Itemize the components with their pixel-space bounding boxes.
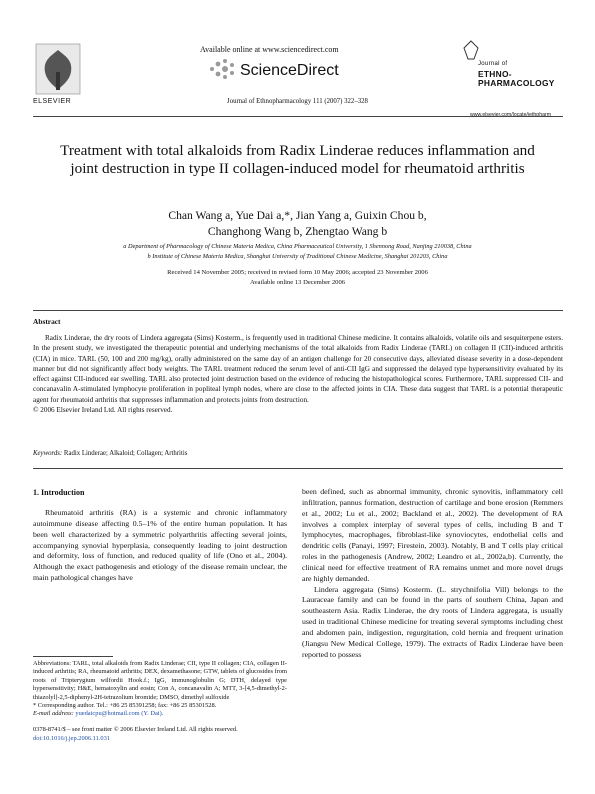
abstract-top-divider [33, 310, 563, 311]
article-dates [60, 268, 535, 288]
doi-link[interactable]: doi:10.1016/j.jep.2006.11.031 [33, 735, 110, 742]
footnotes [33, 660, 287, 719]
abstract-text: Radix Linderae, the dry roots of Lindera aggregata (Sims) Kosterm., is frequently used in traditional Chinese medicine. It contains alkaloids, volatile oils and sesquiterpene esters. In the present study, we investigated the therapeutic potential and underlying mechanisms of the total alkaloids from Radix Linderae (TARL) on collagen II (CII)-induced arthritis (CIA) in mice. TARL (50, 100 and 200 mg/kg), orally administered on the same day of an antigen challenge for 20 consecutive days, alleviated disease severity in a dose-dependent manner but did not significantly affect body weights. The TARL treatment reduced the serum level of anti-CII IgG and suppressed the delayed type hypersensitivity evaluated by its effect against CII-induced ear swelling. TARL also protected joint destruction based on the evidence of reducing the histopathological scores. Furthermore, TARL suppressed CII- and concanavalin A-stimulated lymphocyte proliferation in popliteal lymph nodes, where are close to the affected joints in CIA. These data suggest that TARL is a potential therapeutic agent for rheumatoid arthritis that suppresses inflammation and protects joints from destruction. [33, 334, 563, 404]
affiliation-b: b Institute of Chinese Materia Medica, Shanghai University of Traditional Chinese Medicine, Shanghai 201203, China [147, 252, 448, 260]
available-date: Available online 13 December 2006 [249, 279, 346, 286]
abstract-body [33, 333, 563, 415]
keywords-list: Radix Linderae; Alkaloid; Collagen; Arthritis [63, 450, 188, 457]
affiliation-a: a Department of Pharmacology of Chinese Materia Medica, China Pharmaceutical University, 1 Shennong Road, Nanjing 210038, China [123, 243, 472, 250]
front-matter [33, 725, 238, 743]
journal-line-3: PHARMACOLOGY [478, 78, 555, 89]
header-divider [33, 116, 563, 117]
intro-paragraph-2: Lindera aggregata (Sims) Kosterm. (L. strychnifolia Vill) belongs to the Lauraceae family and can be found in the parts of southern China, Japan and southeastern Asia. Radix Linderae, the dry roots of Lindera aggregata, is usually used in traditional Chinese medicine for treating several symptoms including chest and abdomen pain, indigestion, regurgitation, cold hernia and frequent urination (Jiangsu New Medical College, 1979). The extracts of Radix Linderae have been reported to possess [302, 584, 563, 659]
abbreviations-footnote: Abbreviations: TARL, total alkaloids from Radix Linderae; CII, type II collagen; CIA, collagen II-induced arthritis; RA, rheumatoid arthritis; DEX, dexamethasone; GTW, tablets of glucosides from roots of Tripterygium wilfordii Hook.f.; IgG, immunoglobulin G; DTH, delayed type hypersensitivity; H&E, hematoxylin and eosin; Con A, concanavalin A; MTT, 3-[4,5-dimethyl-2-thiazolyl]-2,5-diphenyl-2H-tetrazolium bromide; DMSO, dimethyl sulfoxide [33, 660, 287, 701]
right-column [302, 487, 563, 661]
section-heading-introduction: 1. Introduction [33, 488, 85, 497]
journal-logo [478, 60, 555, 89]
corresponding-author: * Corresponding author. Tel.: +86 25 85391258; fax: +86 25 85301528. [33, 702, 217, 710]
issn-line: 0378-8741/$ – see front matter © 2006 Elsevier Ireland Ltd. All rights reserved. [33, 726, 238, 733]
affiliations [55, 242, 540, 261]
keywords [33, 450, 187, 457]
intro-paragraph-1: Rheumatoid arthritis (RA) is a systemic and chronic inflammatory autoimmune disease affecting 0.5–1% of the entire human population. It has been well characterized by a symmetric polyarthritis affecting several joints, accompanying synovial hyperplasia, consequently leading to joint destruction and deformity, loss of function, and reduced quality of life (Ono et al., 2004). Although the exact pathogenesis and etiology of the disease remain unclear, the main pathological changes have [33, 508, 287, 583]
author-list [60, 208, 535, 240]
authors-line-1: Chan Wang a, Yue Dai a,*, Jian Yang a, Guixin Chou b, [168, 209, 427, 222]
elsevier-logo [33, 42, 83, 96]
journal-cover-graphic [462, 40, 480, 60]
available-online-text: Available online at www.sciencedirect.com [200, 45, 339, 54]
email-line [33, 710, 287, 718]
intro-paragraph-1-continued: been defined, such as abnormal immunity, chronic synovitis, inflammatory cell infiltration, pannus formation, destruction of cartilage and bone erosion (Remmers et al., 2002; Lu et al., 2002; Backland et al., 2002). The development of RA involves a complex interplay of several types of cells, including B and T lymphocytes, macrophages, fibroblast-like synoviocytes, endothelial cells and dendritic cells (Panayi, 1997; Firestein, 2003). Notably, B and T cells play critical roles in the pathogenesis (Andrew, 2002; Leandro et al., 2002a,b). Currently, the clinical need for effective treatment of RA remains unmet and more novel drugs are highly demanded. [302, 487, 563, 583]
received-dates: Received 14 November 2005; received in revised form 10 May 2006; accepted 23 November 2006 [167, 269, 428, 276]
left-column [33, 508, 287, 584]
journal-line-1: Journal of [478, 61, 508, 67]
journal-url[interactable]: www.elsevier.com/locate/jethpharm [470, 112, 552, 118]
email-link[interactable]: yuedaicpu@hotmail.com (Y. Dai). [75, 710, 164, 718]
article-title: Treatment with total alkaloids from Radix Linderae reduces inflammation and joint destruction in type II collagen-induced model for rheumatoid arthritis [60, 142, 535, 178]
authors-line-2: Changhong Wang b, Zhengtao Wang b [207, 225, 388, 238]
journal-line-2: ETHNO- [478, 68, 512, 79]
journal-citation: Journal of Ethnopharmacology 111 (2007) 322–328 [227, 98, 368, 105]
keywords-label: Keywords: [33, 450, 63, 457]
footnote-divider [33, 656, 113, 657]
email-label: E-mail address: [33, 710, 74, 718]
sciencedirect-icon [208, 58, 236, 80]
abstract-bottom-divider [33, 468, 563, 469]
abstract-heading: Abstract [33, 317, 61, 326]
abstract-copyright: © 2006 Elsevier Ireland Ltd. All rights reserved. [33, 406, 173, 415]
publisher-name: ELSEVIER [33, 98, 72, 105]
sciencedirect-wordmark: ScienceDirect [240, 62, 339, 79]
